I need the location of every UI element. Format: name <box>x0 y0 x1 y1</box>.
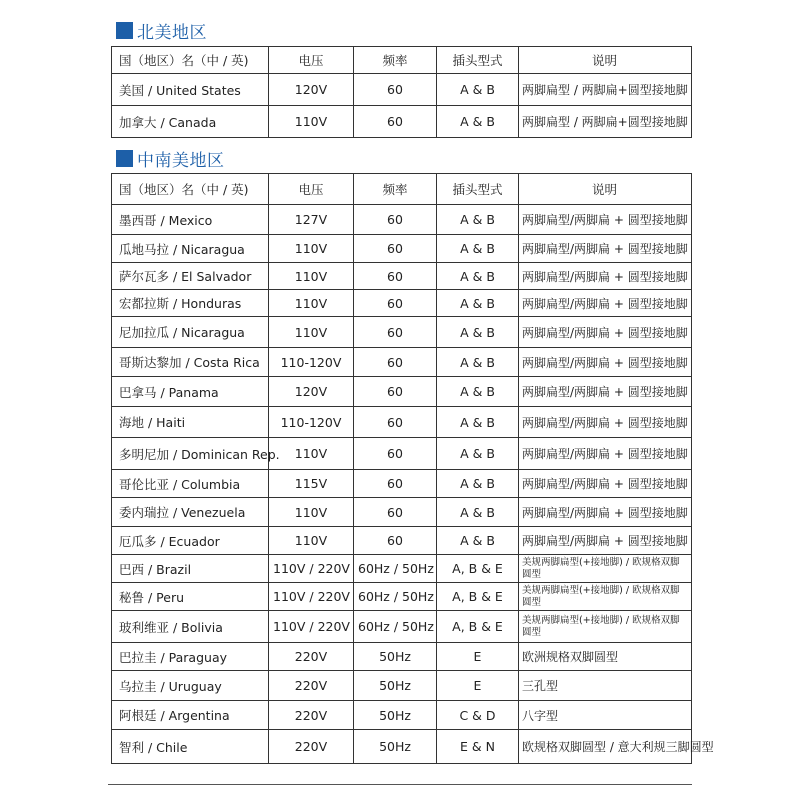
cell-frequency: 60 <box>354 235 437 263</box>
cell-plug: A & B <box>437 348 519 377</box>
cell-name: 墨西哥 / Mexico <box>112 205 269 235</box>
table-row <box>112 106 692 138</box>
cell-voltage: 220V <box>269 671 354 701</box>
cell-name: 巴西 / Brazil <box>112 555 269 583</box>
cell-frequency: 60 <box>354 407 437 438</box>
table-row <box>112 290 692 317</box>
cell-voltage: 110V / 220V <box>269 583 354 611</box>
cell-voltage: 110V / 220V <box>269 611 354 643</box>
cell-plug: A & B <box>437 263 519 290</box>
cell-voltage: 127V <box>269 205 354 235</box>
cell-frequency: 60 <box>354 74 437 106</box>
cell-plug: A, B & E <box>437 611 519 643</box>
header-note: 说明 <box>519 174 692 205</box>
cell-note: 美规两脚扁型(+接地脚) / 欧规格双脚圆型 <box>519 583 692 611</box>
cell-name: 玻利维亚 / Bolivia <box>112 611 269 643</box>
table-row <box>112 701 692 730</box>
cell-voltage: 110V <box>269 263 354 290</box>
cell-name: 海地 / Haiti <box>112 407 269 438</box>
cell-frequency: 60 <box>354 205 437 235</box>
table-row <box>112 555 692 583</box>
cell-plug: A & B <box>437 498 519 527</box>
cell-voltage: 110V <box>269 235 354 263</box>
table-row <box>112 643 692 671</box>
cell-plug: A & B <box>437 205 519 235</box>
cell-name: 秘鲁 / Peru <box>112 583 269 611</box>
cell-note: 两脚扁型 / 两脚扁+圆型接地脚 <box>519 106 692 138</box>
table-row <box>112 317 692 348</box>
cell-name: 阿根廷 / Argentina <box>112 701 269 730</box>
cell-plug: A & B <box>437 470 519 498</box>
cell-voltage: 110-120V <box>269 407 354 438</box>
cell-note: 两脚扁型/两脚扁 + 圆型接地脚 <box>519 205 692 235</box>
cell-frequency: 50Hz <box>354 671 437 701</box>
cell-voltage: 110V <box>269 498 354 527</box>
table-row <box>112 205 692 235</box>
cell-plug: A & B <box>437 438 519 470</box>
cell-voltage: 110V <box>269 438 354 470</box>
cell-note: 两脚扁型 / 两脚扁+圆型接地脚 <box>519 74 692 106</box>
cell-voltage: 120V <box>269 377 354 407</box>
cell-frequency: 60 <box>354 377 437 407</box>
section-heading-latin-america <box>116 144 225 172</box>
table-row <box>112 377 692 407</box>
header-plug: 插头型式 <box>437 174 519 205</box>
table-row <box>112 407 692 438</box>
cell-frequency: 60 <box>354 263 437 290</box>
cell-plug: E & N <box>437 730 519 764</box>
cell-plug: A & B <box>437 317 519 348</box>
cell-name: 多明尼加 / Dominican Rep. <box>112 438 269 470</box>
cell-note: 欧规格双脚圆型 / 意大利规三脚圆型 <box>519 730 692 764</box>
cell-name: 厄瓜多 / Ecuador <box>112 527 269 555</box>
table-row <box>112 235 692 263</box>
cell-note: 两脚扁型/两脚扁 + 圆型接地脚 <box>519 290 692 317</box>
cell-frequency: 60 <box>354 470 437 498</box>
cell-note: 两脚扁型/两脚扁 + 圆型接地脚 <box>519 470 692 498</box>
cell-name: 智利 / Chile <box>112 730 269 764</box>
cell-name: 瓜地马拉 / Nicaragua <box>112 235 269 263</box>
table-row <box>112 498 692 527</box>
cell-note: 三孔型 <box>519 671 692 701</box>
table-header-row <box>112 174 692 205</box>
header-voltage: 电压 <box>269 47 354 74</box>
cell-note: 两脚扁型/两脚扁 + 圆型接地脚 <box>519 438 692 470</box>
cell-note: 八字型 <box>519 701 692 730</box>
cell-name: 巴拉圭 / Paraguay <box>112 643 269 671</box>
cell-voltage: 110V <box>269 290 354 317</box>
cell-note: 两脚扁型/两脚扁 + 圆型接地脚 <box>519 527 692 555</box>
cell-plug: A & B <box>437 527 519 555</box>
cell-voltage: 110V <box>269 317 354 348</box>
cell-note: 两脚扁型/两脚扁 + 圆型接地脚 <box>519 498 692 527</box>
cell-note: 欧洲规格双脚圆型 <box>519 643 692 671</box>
section-title: 北美地区 <box>137 22 207 43</box>
table-row <box>112 470 692 498</box>
table-row <box>112 671 692 701</box>
latin-america-table <box>111 173 714 764</box>
cell-plug: A & B <box>437 235 519 263</box>
cell-name: 委内瑞拉 / Venezuela <box>112 498 269 527</box>
cell-plug: A & B <box>437 377 519 407</box>
cell-frequency: 60 <box>354 498 437 527</box>
latin-america-rows <box>112 205 714 764</box>
cell-frequency: 60 <box>354 348 437 377</box>
cell-voltage: 110V <box>269 527 354 555</box>
header-frequency: 频率 <box>354 174 437 205</box>
cell-note: 两脚扁型/两脚扁 + 圆型接地脚 <box>519 263 692 290</box>
cell-voltage: 120V <box>269 74 354 106</box>
section-title: 中南美地区 <box>137 150 225 171</box>
cell-frequency: 60 <box>354 290 437 317</box>
section-heading-north-america <box>116 16 207 44</box>
cell-frequency: 60 <box>354 317 437 348</box>
cell-plug: C & D <box>437 701 519 730</box>
north-america-table <box>111 46 692 138</box>
blue-square-icon <box>116 150 133 167</box>
table-row <box>112 730 692 764</box>
cell-plug: A & B <box>437 106 519 138</box>
cell-name: 宏都拉斯 / Honduras <box>112 290 269 317</box>
cell-name: 尼加拉瓜 / Nicaragua <box>112 317 269 348</box>
cell-frequency: 60Hz / 50Hz <box>354 583 437 611</box>
cell-plug: A & B <box>437 407 519 438</box>
header-voltage: 电压 <box>269 174 354 205</box>
table-row <box>112 263 692 290</box>
cell-name: 巴拿马 / Panama <box>112 377 269 407</box>
cell-name: 萨尔瓦多 / El Salvador <box>112 263 269 290</box>
table-row <box>112 527 692 555</box>
cell-voltage: 110-120V <box>269 348 354 377</box>
cell-frequency: 60Hz / 50Hz <box>354 555 437 583</box>
cell-voltage: 110V <box>269 106 354 138</box>
cell-voltage: 220V <box>269 701 354 730</box>
cell-frequency: 50Hz <box>354 643 437 671</box>
cell-frequency: 60 <box>354 438 437 470</box>
cell-note: 两脚扁型/两脚扁 + 圆型接地脚 <box>519 348 692 377</box>
cell-note: 两脚扁型/两脚扁 + 圆型接地脚 <box>519 377 692 407</box>
cell-frequency: 50Hz <box>354 730 437 764</box>
cell-frequency: 60 <box>354 527 437 555</box>
cell-name: 乌拉圭 / Uruguay <box>112 671 269 701</box>
table-row <box>112 583 692 611</box>
table-row <box>112 348 692 377</box>
cell-name: 加拿大 / Canada <box>112 106 269 138</box>
header-name: 国（地区）名（中 / 英) <box>112 47 269 74</box>
blue-square-icon <box>116 22 133 39</box>
cell-plug: A & B <box>437 290 519 317</box>
cell-note: 两脚扁型/两脚扁 + 圆型接地脚 <box>519 407 692 438</box>
cell-plug: A & B <box>437 74 519 106</box>
cell-plug: E <box>437 643 519 671</box>
cell-note: 两脚扁型/两脚扁 + 圆型接地脚 <box>519 235 692 263</box>
header-frequency: 频率 <box>354 47 437 74</box>
cell-plug: A, B & E <box>437 555 519 583</box>
header-name: 国（地区）名（中 / 英) <box>112 174 269 205</box>
cell-frequency: 60 <box>354 106 437 138</box>
cell-name: 哥伦比亚 / Columbia <box>112 470 269 498</box>
cell-voltage: 220V <box>269 730 354 764</box>
cell-frequency: 60Hz / 50Hz <box>354 611 437 643</box>
cell-name: 美国 / United States <box>112 74 269 106</box>
cell-frequency: 50Hz <box>354 701 437 730</box>
cell-voltage: 220V <box>269 643 354 671</box>
table-row <box>112 438 692 470</box>
table-row <box>112 74 692 106</box>
cell-voltage: 110V / 220V <box>269 555 354 583</box>
cell-plug: A, B & E <box>437 583 519 611</box>
cell-voltage: 115V <box>269 470 354 498</box>
bottom-divider <box>108 784 692 785</box>
header-note: 说明 <box>519 47 692 74</box>
cell-plug: E <box>437 671 519 701</box>
table-row <box>112 611 692 643</box>
cell-note: 美规两脚扁型(+接地脚) / 欧规格双脚圆型 <box>519 555 692 583</box>
cell-note: 两脚扁型/两脚扁 + 圆型接地脚 <box>519 317 692 348</box>
header-plug: 插头型式 <box>437 47 519 74</box>
cell-note: 美规两脚扁型(+接地脚) / 欧规格双脚圆型 <box>519 611 692 643</box>
cell-name: 哥斯达黎加 / Costa Rica <box>112 348 269 377</box>
table-header-row <box>112 47 692 74</box>
